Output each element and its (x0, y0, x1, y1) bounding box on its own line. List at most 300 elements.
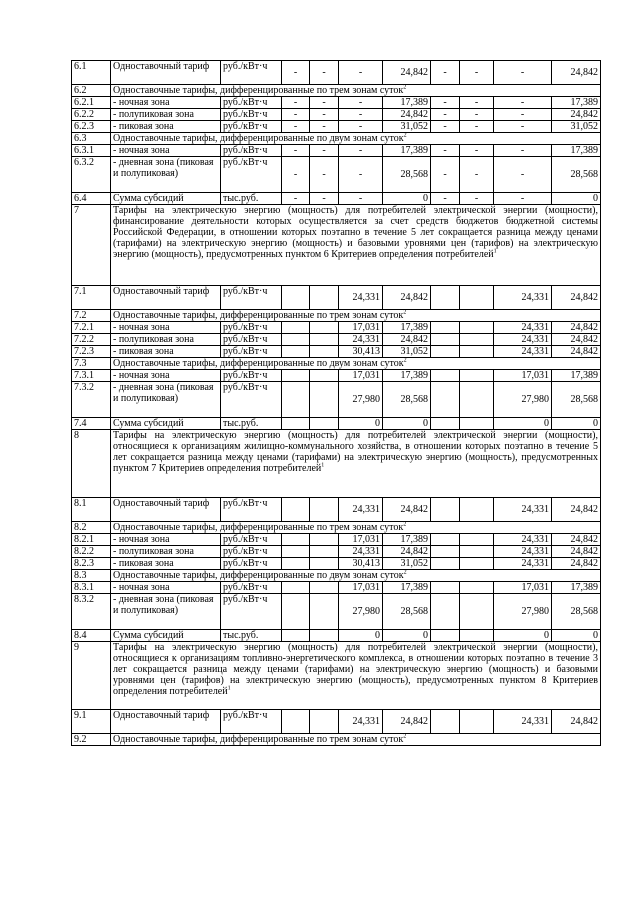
value-cell: 24,331 (494, 322, 552, 334)
value-cell (431, 418, 460, 430)
value-cell (310, 710, 339, 734)
row-number: 6.1 (72, 61, 111, 85)
unit-cell: тыс.руб. (221, 630, 282, 642)
value-cell: 0 (383, 630, 431, 642)
unit-cell: руб./кВт·ч (221, 534, 282, 546)
footnote-mark: 2 (403, 84, 407, 91)
value-cell (282, 594, 310, 630)
unit-cell: руб./кВт·ч (221, 286, 282, 310)
value-cell: 24,331 (339, 498, 383, 522)
value-cell (460, 710, 494, 734)
value-cell: - (339, 157, 383, 193)
footnote-mark: 2 (403, 733, 407, 740)
value-cell (310, 534, 339, 546)
value-cell: - (339, 193, 383, 205)
item-name: Сумма субсидий (111, 193, 221, 205)
value-cell (282, 710, 310, 734)
value-cell (431, 370, 460, 382)
row-number: 7.2.2 (72, 334, 111, 346)
value-cell (282, 498, 310, 522)
value-cell: - (310, 145, 339, 157)
value-cell: 24,842 (552, 61, 601, 85)
value-cell: 24,842 (383, 546, 431, 558)
unit-cell: руб./кВт·ч (221, 382, 282, 418)
table-row (72, 346, 601, 358)
value-cell: 0 (494, 418, 552, 430)
value-cell: - (339, 145, 383, 157)
unit-cell: руб./кВт·ч (221, 61, 282, 85)
table-row (72, 145, 601, 157)
value-cell: 24,842 (383, 710, 431, 734)
value-cell: 17,389 (383, 97, 431, 109)
value-cell: 17,031 (494, 370, 552, 382)
value-cell: 24,331 (494, 334, 552, 346)
unit-cell: руб./кВт·ч (221, 109, 282, 121)
item-name: - ночная зона (111, 370, 221, 382)
table-row (72, 534, 601, 546)
item-name: Одноставочный тариф (111, 498, 221, 522)
value-cell: 17,389 (383, 322, 431, 334)
value-cell: - (310, 97, 339, 109)
value-cell: 24,842 (383, 61, 431, 85)
value-cell: - (460, 97, 494, 109)
value-cell (282, 582, 310, 594)
value-cell: 24,842 (383, 286, 431, 310)
value-cell (310, 382, 339, 418)
unit-cell: руб./кВт·ч (221, 145, 282, 157)
value-cell: 24,331 (494, 710, 552, 734)
value-cell (282, 534, 310, 546)
value-cell: 28,568 (552, 157, 601, 193)
unit-cell: руб./кВт·ч (221, 370, 282, 382)
table-row (72, 322, 601, 334)
tariff-table-page (71, 60, 600, 746)
value-cell: 17,031 (339, 582, 383, 594)
row-number: 8.3 (72, 570, 111, 582)
value-cell: 17,389 (552, 145, 601, 157)
item-name: - пиковая зона (111, 558, 221, 570)
value-cell: 24,331 (339, 334, 383, 346)
table-row (72, 418, 601, 430)
row-number: 8.2 (72, 522, 111, 534)
value-cell (310, 498, 339, 522)
row-number: 8 (72, 430, 111, 498)
section-row (72, 522, 601, 534)
section-title (111, 310, 601, 322)
value-cell: 24,331 (339, 546, 383, 558)
value-cell: 31,052 (383, 558, 431, 570)
item-name: Сумма субсидий (111, 630, 221, 642)
value-cell: - (460, 157, 494, 193)
section-title (111, 85, 601, 97)
row-number: 8.2.1 (72, 534, 111, 546)
value-cell: - (431, 97, 460, 109)
row-number: 7.3 (72, 358, 111, 370)
row-number: 9 (72, 642, 111, 710)
item-name: - полупиковая зона (111, 546, 221, 558)
unit-cell: руб./кВт·ч (221, 121, 282, 133)
value-cell: 17,389 (383, 582, 431, 594)
value-cell: 24,331 (339, 710, 383, 734)
value-cell (460, 582, 494, 594)
value-cell: - (431, 109, 460, 121)
value-cell (431, 286, 460, 310)
unit-cell: руб./кВт·ч (221, 558, 282, 570)
row-number: 6.2.1 (72, 97, 111, 109)
table-row (72, 61, 601, 85)
value-cell: 24,331 (494, 558, 552, 570)
value-cell: - (460, 61, 494, 85)
item-name: - полупиковая зона (111, 334, 221, 346)
table-row (72, 710, 601, 734)
value-cell: 24,842 (552, 546, 601, 558)
value-cell: - (339, 61, 383, 85)
value-cell: - (310, 157, 339, 193)
section-row (72, 85, 601, 97)
value-cell (282, 630, 310, 642)
value-cell: 31,052 (383, 121, 431, 133)
value-cell (310, 630, 339, 642)
value-cell: 24,842 (383, 109, 431, 121)
value-cell: 24,842 (552, 334, 601, 346)
value-cell: 27,980 (494, 382, 552, 418)
value-cell: 0 (552, 193, 601, 205)
value-cell (460, 498, 494, 522)
value-cell: - (494, 145, 552, 157)
item-name: - дневная зона (пиковая и полупиковая) (111, 157, 221, 193)
value-cell (431, 322, 460, 334)
section-text: Тарифы на электрическую энергию (мощность) для потребителей электрической энергии (мощности), относящиеся к организациям жилищно-коммунального хозяйства, в отношении которых поэтапно в течение 5 лет сокращается разница между ценами (тарифами) на электрическую энергию (мощность), предусмотренных пунктом 7 Критериев определения потребителей (113, 430, 598, 474)
value-cell: - (310, 109, 339, 121)
value-cell (282, 322, 310, 334)
table-row (72, 193, 601, 205)
section-text: Одноставочные тарифы, дифференцированные по трем зонам суток (113, 85, 404, 96)
footnote-mark: 1 (493, 248, 497, 255)
footnote-mark: 1 (321, 462, 325, 469)
item-name: - пиковая зона (111, 346, 221, 358)
item-name: Одноставочный тариф (111, 286, 221, 310)
unit-cell: руб./кВт·ч (221, 334, 282, 346)
row-number: 7.3.2 (72, 382, 111, 418)
value-cell: 0 (383, 193, 431, 205)
value-cell: - (339, 109, 383, 121)
section-row (72, 205, 601, 286)
value-cell (282, 334, 310, 346)
section-text: Одноставочные тарифы, дифференцированные по трем зонам суток (113, 734, 404, 745)
row-number: 7.2 (72, 310, 111, 322)
value-cell: 24,331 (494, 286, 552, 310)
section-title (111, 642, 601, 710)
value-cell: 17,389 (383, 370, 431, 382)
item-name: Одноставочный тариф (111, 710, 221, 734)
row-number: 8.1 (72, 498, 111, 522)
value-cell: - (431, 193, 460, 205)
value-cell (431, 594, 460, 630)
value-cell: 0 (494, 630, 552, 642)
value-cell (431, 558, 460, 570)
value-cell (431, 546, 460, 558)
value-cell (282, 418, 310, 430)
table-row (72, 546, 601, 558)
section-row (72, 310, 601, 322)
value-cell: - (310, 61, 339, 85)
row-number: 7 (72, 205, 111, 286)
unit-cell: руб./кВт·ч (221, 346, 282, 358)
value-cell (282, 346, 310, 358)
unit-cell: руб./кВт·ч (221, 157, 282, 193)
value-cell (431, 630, 460, 642)
value-cell: 24,842 (552, 286, 601, 310)
value-cell (310, 418, 339, 430)
unit-cell: руб./кВт·ч (221, 97, 282, 109)
row-number: 8.3.2 (72, 594, 111, 630)
table-row (72, 370, 601, 382)
footnote-mark: 2 (403, 357, 407, 364)
section-text: Тарифы на электрическую энергию (мощность) для потребителей электрической энергии (мощности), относящиеся к организациям топливно-энергетического комплекса, в отношении которых поэтапно в течение 3 лет сокращается разница между ценами (тарифами) на электрическую энергию (мощность) и базовыми уровнями цен (тарифов) на электрическую энергию (мощность), предусмотренных пунктом 8 Критериев определения потребителей (113, 642, 598, 697)
value-cell: 28,568 (383, 594, 431, 630)
section-title (111, 205, 601, 286)
value-cell (310, 286, 339, 310)
value-cell: 27,980 (494, 594, 552, 630)
row-number: 6.2 (72, 85, 111, 97)
value-cell (460, 594, 494, 630)
item-name: - ночная зона (111, 97, 221, 109)
section-title (111, 430, 601, 498)
table-row (72, 109, 601, 121)
value-cell: - (494, 157, 552, 193)
value-cell: 0 (552, 630, 601, 642)
value-cell: - (431, 121, 460, 133)
value-cell (282, 382, 310, 418)
item-name: Одноставочный тариф (111, 61, 221, 85)
value-cell: - (494, 193, 552, 205)
value-cell: 24,331 (339, 286, 383, 310)
item-name: - полупиковая зона (111, 109, 221, 121)
item-name: - ночная зона (111, 582, 221, 594)
unit-cell: руб./кВт·ч (221, 594, 282, 630)
value-cell (431, 346, 460, 358)
value-cell: 17,031 (339, 370, 383, 382)
unit-cell: руб./кВт·ч (221, 322, 282, 334)
section-row (72, 358, 601, 370)
value-cell (460, 286, 494, 310)
value-cell (310, 546, 339, 558)
row-number: 6.3.2 (72, 157, 111, 193)
table-row (72, 121, 601, 133)
value-cell (460, 370, 494, 382)
section-title (111, 133, 601, 145)
value-cell (310, 334, 339, 346)
row-number: 8.2.3 (72, 558, 111, 570)
value-cell: - (460, 121, 494, 133)
value-cell: 31,052 (383, 346, 431, 358)
value-cell: 24,842 (552, 710, 601, 734)
footnote-mark: 1 (227, 685, 231, 692)
value-cell: 31,052 (552, 121, 601, 133)
value-cell (310, 346, 339, 358)
section-text: Тарифы на электрическую энергию (мощность) для потребителей электрической энергии (мощности), финансирование деятельности которых осуществляется за счет средств бюджетов бюджетной системы Российской Федерации, в отношении которых поэтапно в течение 5 лет сокращается разница между ценами (тарифами) на электрическую энергию (мощность) и базовыми уровнями цен (тарифов) на электрическую энергию (мощность), предусмотренных пунктом 6 Критериев определения потребителей (113, 205, 598, 260)
table-row (72, 382, 601, 418)
value-cell: - (282, 121, 310, 133)
section-text: Одноставочные тарифы, дифференцированные по трем зонам суток (113, 310, 404, 321)
row-number: 7.3.1 (72, 370, 111, 382)
table-row (72, 558, 601, 570)
value-cell: 17,389 (383, 534, 431, 546)
value-cell (431, 334, 460, 346)
section-title (111, 522, 601, 534)
value-cell: - (431, 157, 460, 193)
value-cell: 24,331 (494, 534, 552, 546)
value-cell (460, 322, 494, 334)
footnote-mark: 2 (403, 132, 407, 139)
value-cell: 0 (339, 630, 383, 642)
table-row (72, 630, 601, 642)
unit-cell: руб./кВт·ч (221, 710, 282, 734)
section-text: Одноставочные тарифы, дифференцированные по двум зонам суток (113, 570, 404, 581)
section-row (72, 734, 601, 746)
value-cell: 24,842 (552, 534, 601, 546)
value-cell (431, 534, 460, 546)
value-cell: 30,413 (339, 346, 383, 358)
value-cell: - (494, 109, 552, 121)
section-title (111, 570, 601, 582)
footnote-mark: 2 (403, 309, 407, 316)
value-cell: 24,842 (552, 109, 601, 121)
value-cell: 17,389 (552, 582, 601, 594)
value-cell: - (310, 193, 339, 205)
value-cell: - (431, 145, 460, 157)
item-name: Сумма субсидий (111, 418, 221, 430)
value-cell (310, 558, 339, 570)
section-text: Одноставочные тарифы, дифференцированные по двум зонам суток (113, 358, 404, 369)
value-cell: 17,031 (339, 534, 383, 546)
value-cell: 17,389 (552, 97, 601, 109)
table-row (72, 498, 601, 522)
value-cell: 24,842 (552, 346, 601, 358)
section-text: Одноставочные тарифы, дифференцированные по трем зонам суток (113, 522, 404, 533)
value-cell: 27,980 (339, 594, 383, 630)
value-cell (431, 498, 460, 522)
value-cell (282, 558, 310, 570)
item-name: - ночная зона (111, 322, 221, 334)
unit-cell: руб./кВт·ч (221, 582, 282, 594)
value-cell: - (310, 121, 339, 133)
row-number: 9.1 (72, 710, 111, 734)
unit-cell: тыс.руб. (221, 193, 282, 205)
value-cell (431, 582, 460, 594)
value-cell: - (460, 193, 494, 205)
table-row (72, 594, 601, 630)
value-cell (310, 594, 339, 630)
footnote-mark: 2 (403, 521, 407, 528)
row-number: 7.1 (72, 286, 111, 310)
value-cell (460, 534, 494, 546)
section-row (72, 133, 601, 145)
table-row (72, 582, 601, 594)
row-number: 8.3.1 (72, 582, 111, 594)
row-number: 6.3.1 (72, 145, 111, 157)
value-cell (460, 382, 494, 418)
value-cell: - (494, 61, 552, 85)
row-number: 6.2.2 (72, 109, 111, 121)
section-row (72, 570, 601, 582)
item-name: - пиковая зона (111, 121, 221, 133)
value-cell: 24,842 (383, 498, 431, 522)
footnote-mark: 2 (403, 569, 407, 576)
row-number: 6.4 (72, 193, 111, 205)
row-number: 9.2 (72, 734, 111, 746)
value-cell (431, 710, 460, 734)
value-cell (282, 546, 310, 558)
value-cell (282, 370, 310, 382)
item-name: - ночная зона (111, 145, 221, 157)
value-cell: 24,842 (552, 322, 601, 334)
row-number: 6.2.3 (72, 121, 111, 133)
table-row (72, 286, 601, 310)
value-cell: - (282, 97, 310, 109)
value-cell: 24,842 (552, 558, 601, 570)
value-cell: 28,568 (383, 157, 431, 193)
tariff-table (71, 60, 601, 746)
value-cell: - (460, 145, 494, 157)
unit-cell: руб./кВт·ч (221, 498, 282, 522)
item-name: - дневная зона (пиковая и полупиковая) (111, 382, 221, 418)
value-cell (460, 334, 494, 346)
row-number: 7.2.1 (72, 322, 111, 334)
section-title (111, 358, 601, 370)
section-title (111, 734, 601, 746)
value-cell: 17,389 (552, 370, 601, 382)
value-cell: - (431, 61, 460, 85)
value-cell (431, 382, 460, 418)
value-cell (460, 630, 494, 642)
value-cell: 17,031 (339, 322, 383, 334)
value-cell: - (282, 145, 310, 157)
row-number: 8.4 (72, 630, 111, 642)
value-cell (310, 322, 339, 334)
value-cell: 24,331 (494, 546, 552, 558)
value-cell: - (494, 121, 552, 133)
value-cell: 17,031 (494, 582, 552, 594)
tariff-table-body (72, 61, 601, 746)
value-cell: 24,842 (383, 334, 431, 346)
table-row (72, 157, 601, 193)
value-cell (310, 370, 339, 382)
value-cell (460, 346, 494, 358)
item-name: - дневная зона (пиковая и полупиковая) (111, 594, 221, 630)
value-cell: 0 (552, 418, 601, 430)
value-cell: 0 (339, 418, 383, 430)
value-cell: 24,842 (552, 498, 601, 522)
unit-cell: руб./кВт·ч (221, 546, 282, 558)
row-number: 7.4 (72, 418, 111, 430)
section-text: Одноставочные тарифы, дифференцированные по двум зонам суток (113, 133, 404, 144)
value-cell: 24,331 (494, 346, 552, 358)
value-cell: 17,389 (383, 145, 431, 157)
value-cell: 28,568 (383, 382, 431, 418)
table-row (72, 334, 601, 346)
value-cell: - (339, 121, 383, 133)
value-cell (460, 558, 494, 570)
table-row (72, 97, 601, 109)
value-cell (310, 582, 339, 594)
value-cell: - (282, 109, 310, 121)
value-cell: - (282, 61, 310, 85)
value-cell (460, 546, 494, 558)
value-cell (282, 286, 310, 310)
value-cell: - (460, 109, 494, 121)
value-cell: 28,568 (552, 382, 601, 418)
